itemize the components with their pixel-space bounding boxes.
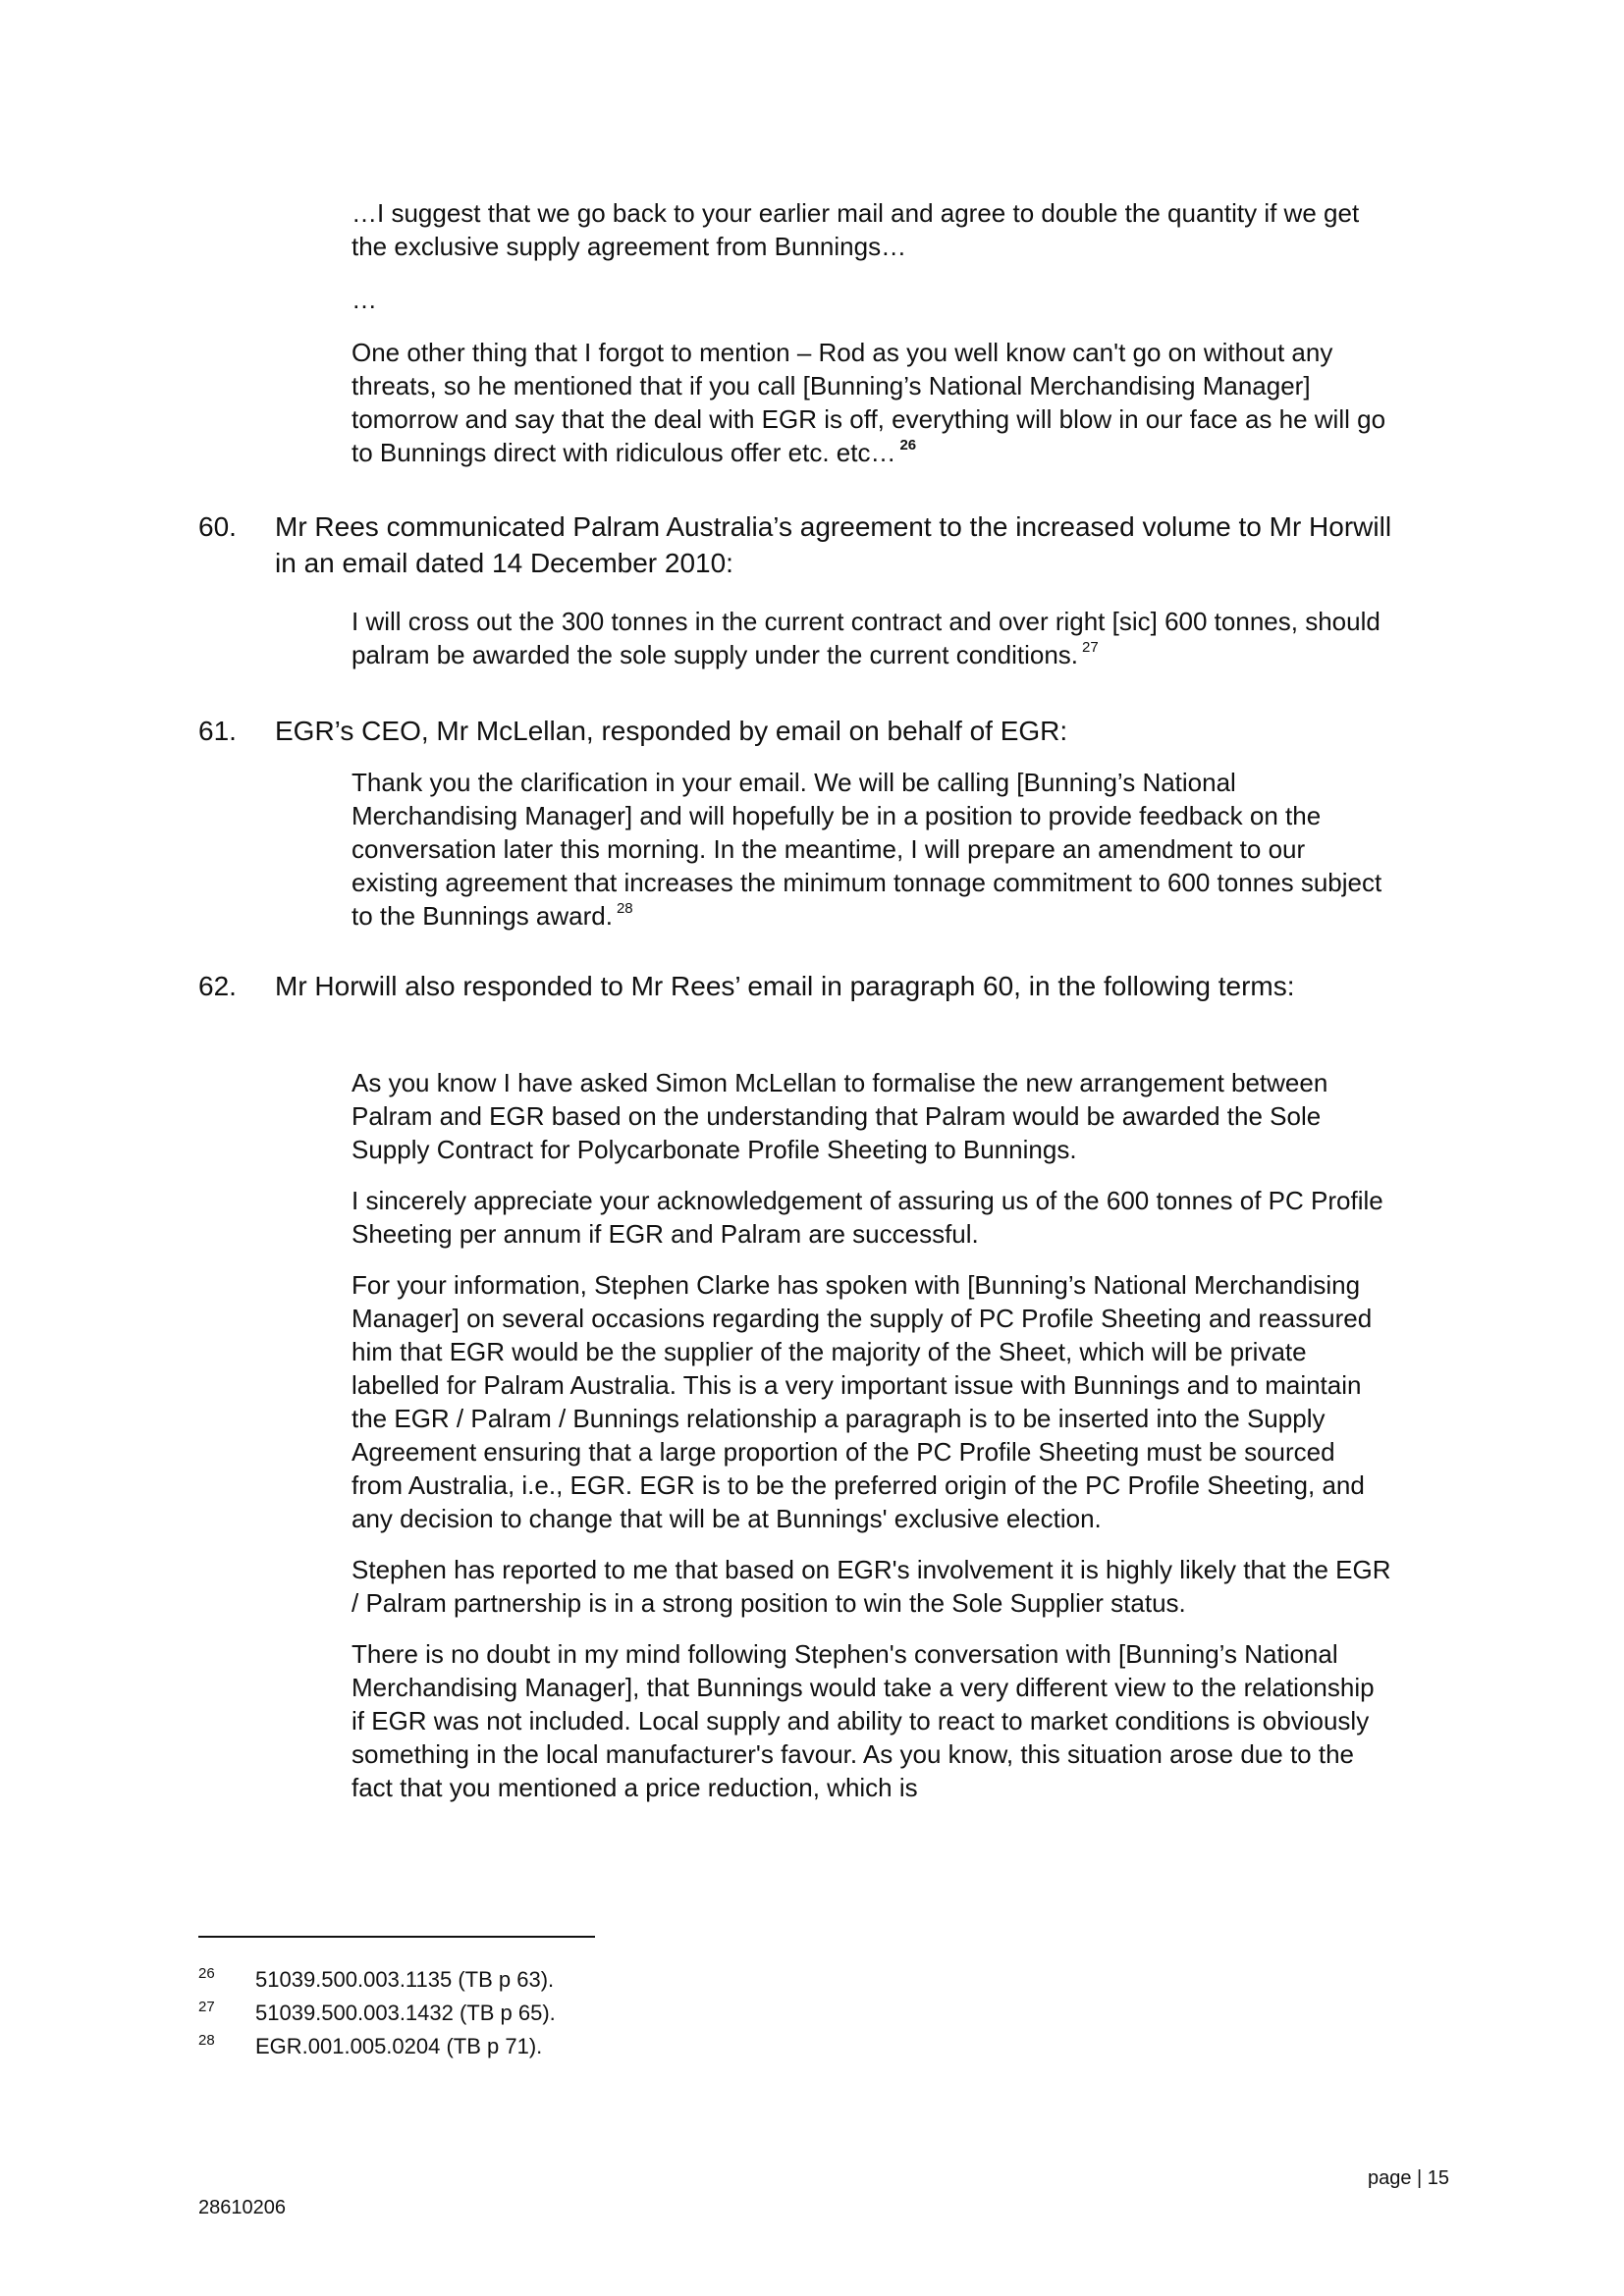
quote-paragraph: I sincerely appreciate your acknowledgement of assuring us of the 600 tonnes of PC Profile Sheeting per annum if EGR and Palram are successful. — [352, 1186, 1383, 1249]
footnote — [198, 1966, 1082, 2000]
quote-block-continued — [352, 196, 1392, 489]
quote-ellipsis: … — [352, 285, 377, 314]
quote-text: Thank you the clarification in your email. We will be calling [Bunning’s National Merchandising Manager] and will hopefully be in a position to provide feedback on the conversation later this morning. In the meantime, I will prepare an amendment to our existing agreement that increases the minimum tonnage commitment to 600 tonnes subject to the Bunnings award. — [352, 768, 1382, 931]
footnote-ref: 26 — [899, 437, 917, 454]
quote-paragraph — [352, 605, 1392, 671]
paragraph-text: EGR’s CEO, Mr McLellan, responded by email on behalf of EGR: — [275, 716, 1068, 746]
quote-text: One other thing that I forgot to mention – Rod as you well know can't go on without any threats, so he mentioned that if you call [Bunning’s National Merchandising Manager] tomorrow and say that the deal with EGR is off, everything will blow in our face as he will go to Bunnings direct with ridiculous offer etc. etc… — [352, 338, 1386, 467]
footnote-text: 51039.500.003.1432 (TB p 65). — [255, 2001, 556, 2025]
quote-paragraph: For your information, Stephen Clarke has spoken with [Bunning’s National Merchandising Manager] on several occasions regarding the supply of PC Profile Sheeting and reassured him that EGR would be the supplier of the majority of the Sheet, which will be private labelled for Palram Australia. This is a very important issue with Bunnings and to maintain the EGR / Palram / Bunnings relationship a paragraph is to be inserted into the Supply Agreement ensuring that a large proportion of the PC Profile Sheeting must be sourced from Australia, i.e., EGR. EGR is to be the preferred origin of the PC Profile Sheeting, and any decision to change that will be at Bunnings' exclusive election. — [352, 1270, 1373, 1533]
quote-block-61 — [352, 766, 1392, 952]
document-id: 28610206 — [198, 2197, 286, 2218]
quote-block-62 — [352, 1066, 1392, 1822]
paragraph-number: 61. — [198, 716, 237, 746]
footnote-number: 27 — [198, 1999, 215, 2015]
footnote — [198, 2000, 1082, 2033]
footnote-number: 26 — [198, 1965, 215, 1982]
quote-paragraph: Stephen has reported to me that based on EGR's involvement it is highly likely that the EGR / Palram partnership is in a strong position to win the Sole Supplier status. — [352, 1555, 1391, 1618]
page-number: page | 15 — [1367, 2167, 1449, 2189]
quote-block-60 — [352, 605, 1392, 691]
quote-paragraph: …I suggest that we go back to your earlier mail and agree to double the quantity if we get the exclusive supply agreement from Bunnings… — [352, 198, 1360, 261]
quote-paragraph: There is no doubt in my mind following Stephen's conversation with [Bunning’s National Merchandising Manager], that Bunnings would take a very different view to the relationship if EGR was not included. Local supply and ability to react to market conditions is obviously something in the local manufacturer's favour. As you know, this situation arose due to the fact that you mentioned a price reduction, which is — [352, 1639, 1375, 1802]
quote-paragraph: As you know I have asked Simon McLellan to formalise the new arrangement between Palram and EGR based on the understanding that Palram would be awarded the Sole Supply Contract for Polycarbonate Profile Sheeting to Bunnings. — [352, 1068, 1328, 1164]
paragraph-text: Mr Horwill also responded to Mr Rees’ email in paragraph 60, in the following terms: — [275, 971, 1295, 1001]
quote-paragraph — [352, 336, 1392, 469]
footnote-ref: 27 — [1082, 639, 1099, 656]
quote-paragraph — [352, 766, 1392, 933]
footnote-number: 28 — [198, 2032, 215, 2049]
footnote-text: 51039.500.003.1135 (TB p 63). — [255, 1967, 555, 1992]
footnote-text: EGR.001.005.0204 (TB p 71). — [255, 2034, 543, 2058]
footnote-separator — [198, 1936, 595, 1938]
quote-text: I will cross out the 300 tonnes in the current contract and over right [sic] 600 tonnes, should palram be awarded the sole supply under the current conditions. — [352, 607, 1380, 669]
footnote-ref: 28 — [616, 900, 633, 917]
paragraph-text: Mr Rees communicated Palram Australia’s agreement to the increased volume to Mr Horwill in an email dated 14 December 2010: — [275, 511, 1392, 578]
footnotes — [198, 1966, 1082, 2066]
paragraph-number: 62. — [198, 971, 237, 1001]
paragraph-number: 60. — [198, 511, 237, 542]
footnote — [198, 2033, 1082, 2066]
